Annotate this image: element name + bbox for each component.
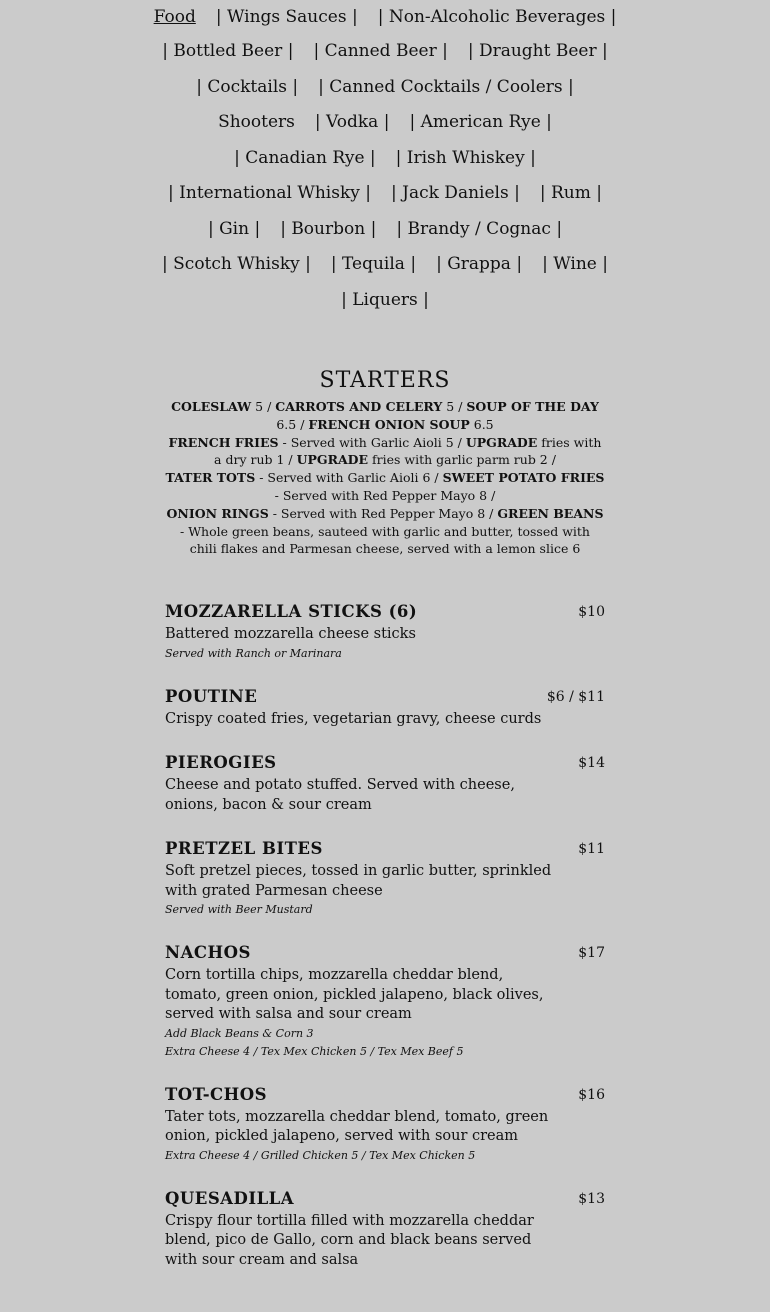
menu-item [165,600,605,663]
starter-name: SOUP OF THE DAY [466,399,599,414]
nav-link[interactable]: | Draught Beer | [467,41,608,61]
item-name: MOZZARELLA STICKS (6) [165,602,418,622]
nav-link[interactable]: | Liquers | [341,289,429,310]
item-price: $17 [578,945,605,962]
starter-detail: 5 / [442,399,467,414]
starter-name: UPGRADE [465,434,538,450]
item-price: $13 [578,1190,605,1207]
item-price: $16 [578,1086,605,1103]
nav-row [0,283,770,319]
item-note: Served with Beer Mustard [165,903,313,917]
starter-name: COLESLAW [171,399,252,414]
item-price: $10 [578,604,605,621]
menu-item [165,1187,605,1271]
nav-link[interactable]: | Jack Daniels | [391,183,520,203]
item-name: PRETZEL BITES [165,839,323,859]
starter-detail: - Whole green beans, sauteed with garlic and butter, tossed with chili flakes and Parmesan cheese, served with a lemon slice 6 [180,523,590,557]
nav-link[interactable]: | Canned Beer | [313,41,448,61]
nav-link[interactable]: | Canned Cocktails / Coolers | [318,76,574,97]
item-description: Battered mozzarella cheese sticks [165,626,416,643]
category-nav [0,0,770,318]
nav-link[interactable]: | Non-Alcoholic Beverages | [377,7,617,27]
item-description: Soft pretzel pieces, tossed in garlic butter, sprinkled with grated Parmesan cheese [165,863,552,899]
nav-link[interactable]: Food [153,7,196,27]
item-description: Tater tots, mozzarella cheddar blend, tomato, green onion, pickled jalapeno, served with sour cream [165,1108,549,1145]
starter-name: FRENCH FRIES [168,434,279,450]
menu-items [165,600,605,1270]
starter-name: CARROTS AND CELERY [275,399,443,414]
menu-item [165,685,605,730]
starter-name: TATER TOTS [165,470,256,486]
nav-row [0,0,770,34]
item-name: TOT-CHOS [165,1084,268,1104]
starter-detail: - Served with Red Pepper Mayo 8 / [274,487,496,503]
starter-detail: fries with garlic parm rub 2 / [368,452,556,468]
item-description: Crispy flour tortilla filled with mozzarella cheddar blend, pico de Gallo, corn and black beans served with sour cream and salsa [165,1212,534,1268]
starters-line [165,505,605,558]
section-title: STARTERS [319,368,451,393]
nav-row [0,247,770,283]
item-note: Extra Cheese 4 / Tex Mex Chicken 5 / Tex Mex Beef 5 [165,1044,464,1058]
nav-row [0,176,770,212]
item-name: POUTINE [165,686,258,706]
starters-line [165,398,605,434]
nav-row [0,105,770,141]
nav-link[interactable]: | Grappa | [436,254,523,274]
item-description: Cheese and potato stuffed. Served with cheese, onions, bacon & sour cream [165,777,515,813]
nav-link[interactable]: | Scotch Whisky | [162,254,311,274]
nav-link[interactable]: | Wine | [542,254,608,274]
menu-item [165,751,605,815]
starters-line [165,434,605,470]
nav-link[interactable]: | Brandy / Cognac | [396,218,563,239]
starter-name: UPGRADE [296,452,369,468]
item-note: Served with Ranch or Marinara [165,646,342,660]
nav-link[interactable]: | Tequila | [330,254,417,274]
item-price: $11 [578,841,605,858]
nav-row [0,141,770,177]
item-price: $6 / $11 [546,688,605,705]
starter-detail: 5 / [251,399,276,414]
nav-link[interactable]: | Bourbon | [280,218,377,239]
item-description: Corn tortilla chips, mozzarella cheddar blend, tomato, green onion, pickled jalapeno, black olives, served with salsa and sour cream [165,967,544,1023]
starter-detail: - Served with Garlic Aioli 5 / [278,434,466,450]
nav-link[interactable]: | Irish Whiskey | [395,147,536,168]
starter-name: ONION RINGS [166,505,269,521]
nav-link[interactable]: | Cocktails | [196,76,299,97]
item-name: PIEROGIES [165,753,277,773]
item-note: Extra Cheese 4 / Grilled Chicken 5 / Tex Mex Chicken 5 [165,1148,476,1162]
starter-detail: fries with a dry rub 1 / [214,434,602,468]
nav-row [0,70,770,106]
nav-link[interactable]: | International Whisky | [168,183,371,203]
nav-row [0,34,770,70]
menu-item [165,1083,605,1165]
nav-row [0,212,770,248]
nav-link[interactable]: | American Rye | [409,112,552,132]
nav-link[interactable]: | Wings Sauces | [215,7,358,27]
nav-link[interactable]: | Rum | [539,183,602,203]
menu-item [165,941,605,1061]
nav-link[interactable]: | Gin | [207,218,261,239]
starter-name: FRENCH ONION SOUP [308,416,470,432]
starter-detail: 6.5 [469,416,494,432]
starter-name: SWEET POTATO FRIES [442,470,605,486]
item-name: NACHOS [165,943,251,963]
item-name: QUESADILLA [165,1188,295,1208]
starter-name: GREEN BEANS [497,505,604,521]
nav-link[interactable]: | Vodka | [314,112,390,132]
item-price: $14 [578,755,605,772]
starters-summary [165,398,605,558]
item-note: Add Black Beans & Corn 3 [165,1026,314,1040]
nav-link[interactable]: | Bottled Beer | [162,41,294,61]
nav-link[interactable]: | Canadian Rye | [234,147,376,168]
starter-detail: - Served with Red Pepper Mayo 8 / [268,505,498,521]
menu-item [165,837,605,919]
starter-detail: - Served with Garlic Aioli 6 / [255,470,443,486]
item-description: Crispy coated fries, vegetarian gravy, cheese curds [165,710,542,727]
nav-link[interactable]: Shooters [218,112,295,132]
starters-line [165,469,605,505]
starter-detail: 6.5 / [276,416,309,432]
